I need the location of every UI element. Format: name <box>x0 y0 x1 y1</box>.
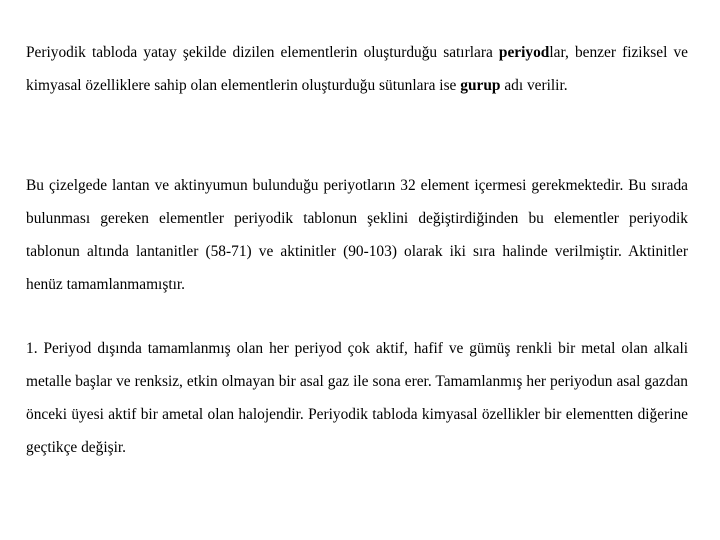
paragraph-text: Periyodik tabloda yatay şekilde dizilen elementlerin oluşturduğu satırlara <box>26 44 499 61</box>
paragraph-periods-groups <box>26 36 688 102</box>
term-periyod: periyod <box>498 44 550 61</box>
paragraph-text: lar, benzer fiziksel ve kimyasal özelliklere sahip olan elementlerin oluşturduğu sütunlara ise <box>26 44 689 94</box>
paragraph-period-properties: 1. Periyod dışında tamamlanmış olan her periyod çok aktif, hafif ve gümüş renkli bir metal olan alkali metalle başlar ve renksiz, etkin olmayan bir asal gaz ile sona erer. Tamamlanmış her periyodun asal gazdan önceki üyesi aktif bir ametal olan halojendir. Periyodik tabloda kimyasal özellikler bir elementten diğerine geçtikçe değişir. <box>26 340 688 456</box>
paragraph-lanthanides-actinides: Bu çizelgede lantan ve aktinyumun bulunduğu periyotların 32 element içermesi gerekmektedir. Bu sırada bulunması gereken elementler periyodik tablonun şeklini değiştirdiğinden bu elementler periyodik tablonun altında lantanitler (58-71) ve aktinitler (90-103) olarak iki sıra halinde verilmiştir. Aktinitler henüz tamamlanmamıştır. <box>26 177 688 293</box>
term-gurup: gurup <box>460 77 501 94</box>
paragraph-text: adı verilir. <box>500 77 568 94</box>
